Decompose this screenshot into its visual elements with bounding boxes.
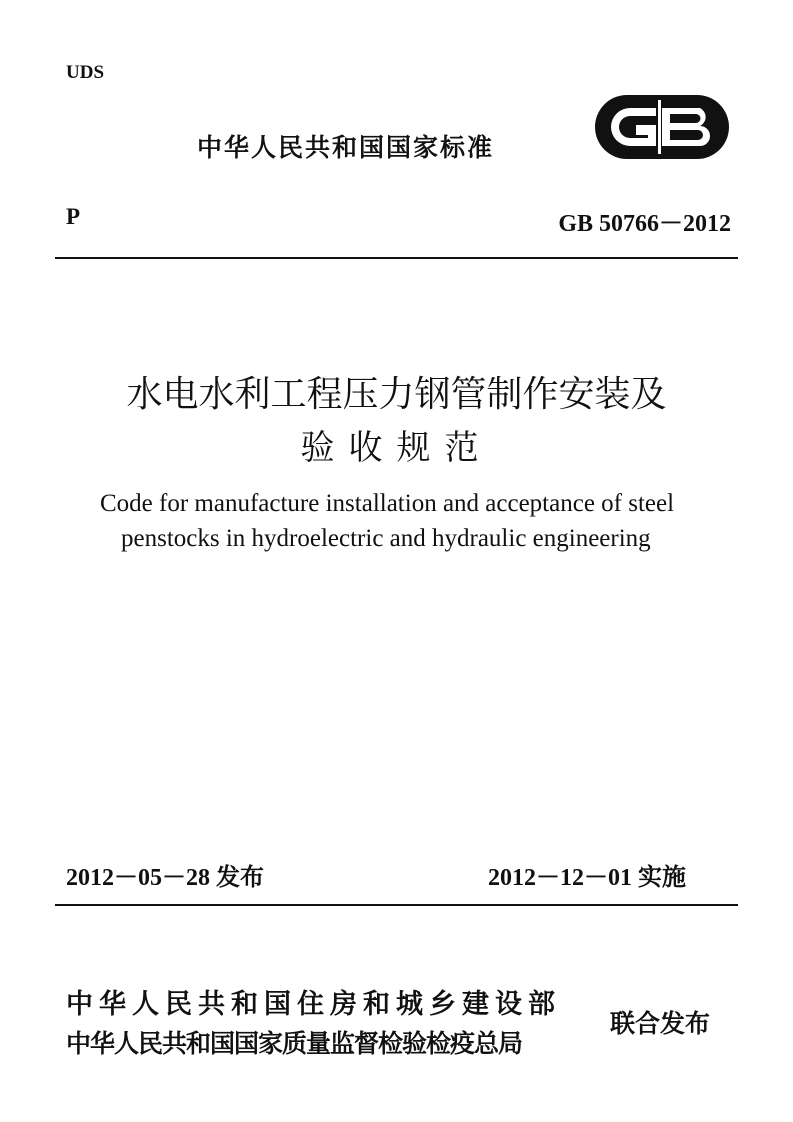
- joint-issue-label: 联合发布: [610, 1009, 711, 1038]
- gb-logo: [592, 92, 732, 162]
- title-english-line1: Code for manufacture installation and acceptance of steel: [100, 490, 675, 517]
- title-english-line2: penstocks in hydroelectric and hydraulic engineering: [121, 525, 651, 552]
- issuer-aqsiq: 中华人民共和国国家质量监督检验检疫总局: [66, 1029, 523, 1058]
- issuer-ministry: 中华人民共和国住房和城乡建设部: [66, 989, 561, 1020]
- standard-number: GB 50766－2012: [558, 211, 731, 237]
- implementation-date: 2012－12－01 实施: [488, 865, 686, 891]
- top-divider: [55, 257, 738, 259]
- bottom-divider: [55, 904, 738, 906]
- category-code: P: [66, 204, 81, 229]
- national-standard-heading: 中华人民共和国国家标准: [197, 133, 495, 162]
- title-chinese-line2: 验收规范: [300, 428, 493, 468]
- title-chinese-line1: 水电水利工程压力钢管制作安装及: [126, 374, 667, 415]
- uds-label: UDS: [66, 62, 105, 83]
- issue-date: 2012－05－28 发布: [66, 865, 264, 891]
